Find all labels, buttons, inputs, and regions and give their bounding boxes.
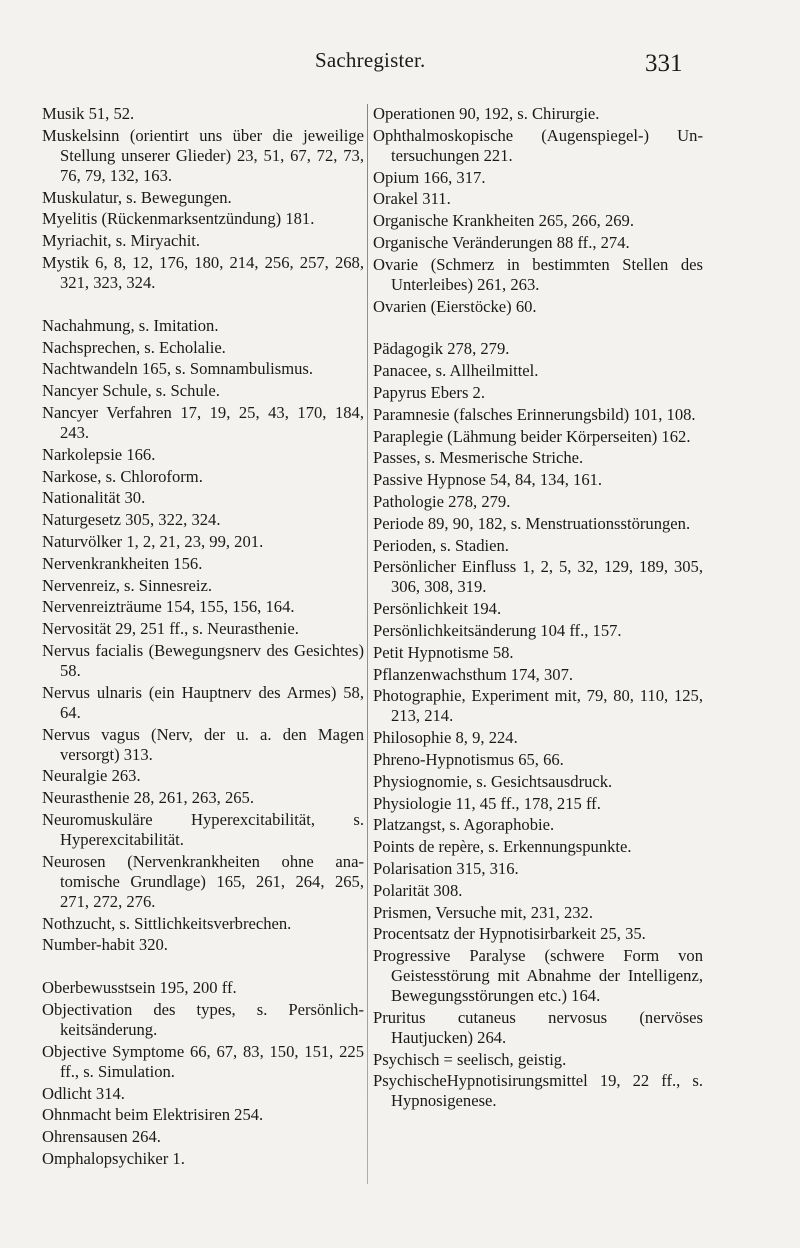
index-entry: Nervenreiz, s. Sinnesreiz.	[42, 575, 213, 595]
index-column-right	[373, 104, 703, 1113]
index-entry: Nervenkrankheiten 156.	[42, 553, 203, 573]
index-entry: Pflanzenwachsthum 174, 307.	[373, 664, 574, 684]
index-entry: Naturgesetz 305, 322, 324.	[42, 510, 221, 530]
index-entry: Periode 89, 90, 182, s. Menstruationsstörungen.	[373, 513, 691, 533]
index-entry: Nothzucht, s. Sittlichkeitsverbrechen.	[42, 913, 292, 933]
index-entry: Mystik 6, 8, 12, 176, 180, 214, 256, 257, 268, 321, 323, 324.	[42, 252, 364, 292]
index-entry: Nancyer Verfahren 17, 19, 25, 43, 170, 184, 243.	[42, 402, 364, 442]
index-entry: Nervus facialis (Bewegungsnerv des Gesichtes) 58.	[42, 640, 364, 680]
index-entry: Pathologie 278, 279.	[373, 491, 511, 511]
index-entry: Neurasthenie 28, 261, 263, 265.	[42, 788, 254, 808]
index-entry: Naturvölker 1, 2, 21, 23, 99, 201.	[42, 531, 264, 551]
index-entry: Neurosen (Nervenkrankheiten ohne anatomische Grundlage) 165, 261, 264, 265, 271, 272, 276.	[42, 851, 364, 911]
index-entry: Paraplegie (Lähmung beider Körperseiten) 162.	[373, 426, 691, 446]
index-entry: Persönlichkeit 194.	[373, 599, 502, 619]
index-entry: Operationen 90, 192, s. Chirurgie.	[373, 104, 600, 123]
index-entry: Muskelsinn (orientirt uns über die jeweilige Stellung unserer Glieder) 23, 51, 67, 72, 73, 76, 79, 132, 163.	[42, 125, 364, 185]
section-gap	[42, 295, 364, 316]
index-entry: Papyrus Ebers 2.	[373, 382, 485, 402]
index-entry: Physiognomie, s. Gesichtsausdruck.	[373, 771, 613, 791]
index-entry: Pädagogik 278, 279.	[373, 339, 510, 359]
index-entry: Ovarie (Schmerz in bestimmten Stellen des Unterleibes) 261, 263.	[373, 254, 703, 294]
index-entry: Prismen, Versuche mit, 231, 232.	[373, 902, 594, 922]
index-entry: Panacee, s. Allheilmittel.	[373, 361, 539, 381]
index-entry: Objective Symptome 66, 67, 83, 150, 151, 225 ff., s. Simulation.	[42, 1041, 364, 1081]
index-entry: Nancyer Schule, s. Schule.	[42, 381, 220, 401]
index-entry: Ophthalmoskopische (Augenspiegel-) Untersuchungen 221.	[373, 125, 703, 165]
index-entry: Narkose, s. Chloroform.	[42, 466, 203, 486]
index-entry: Procentsatz der Hypnotisirbarkeit 25, 35.	[373, 924, 646, 944]
index-entry: Points de repère, s. Erkennungspunkte.	[373, 837, 632, 857]
index-entry: Neuromuskuläre Hyperexcitabilität, s. Hyperexcitabilität.	[42, 809, 364, 849]
page-number: 331	[645, 50, 683, 77]
index-entry: Oberbewusstsein 195, 200 ff.	[42, 978, 237, 998]
index-entry: Myelitis (Rückenmarksentzündung) 181.	[42, 209, 315, 229]
index-entry: Organische Veränderungen 88 ff., 274.	[373, 232, 630, 252]
index-entry: Nachsprechen, s. Echolalie.	[42, 337, 226, 357]
index-entry: Nachtwandeln 165, s. Somnambulismus.	[42, 359, 314, 379]
page-title: Sachregister.	[315, 48, 426, 72]
index-entry: Number-habit 320.	[42, 935, 168, 955]
index-entry: Petit Hypnotisme 58.	[373, 642, 514, 662]
index-entry: Omphalopsychiker 1.	[42, 1148, 185, 1168]
index-entry: Nationalität 30.	[42, 488, 146, 508]
index-entry: Pruritus cutaneus nervosus (nervöses Hautjucken) 264.	[373, 1007, 703, 1047]
index-entry: Nervenreizträume 154, 155, 156, 164.	[42, 597, 295, 617]
index-entry: Progressive Paralyse (schwere Form von Geistesstörung mit Abnahme der Intelligenz, Bewegungsstörungen etc.) 164.	[373, 946, 703, 1006]
index-entry: Persönlichkeitsänderung 104 ff., 157.	[373, 620, 622, 640]
running-head	[0, 46, 800, 86]
index-entry: Opium 166, 317.	[373, 167, 486, 187]
index-entry: Passive Hypnose 54, 84, 134, 161.	[373, 470, 603, 490]
index-column-left	[42, 104, 364, 1171]
index-entry: Muskulatur, s. Bewegungen.	[42, 187, 232, 207]
index-entry: Persönlicher Einfluss 1, 2, 5, 32, 129, 189, 305, 306, 308, 319.	[373, 557, 703, 597]
index-entry: Neuralgie 263.	[42, 766, 141, 786]
index-entry: Ovarien (Eierstöcke) 60.	[373, 296, 537, 316]
index-entry: Ohnmacht beim Elektrisiren 254.	[42, 1105, 264, 1125]
index-entry: Passes, s. Mesmerische Striche.	[373, 448, 584, 468]
index-entry: Ohrensausen 264.	[42, 1127, 161, 1147]
index-entry: Psychisch = seelisch, geistig.	[373, 1049, 567, 1069]
index-entry: Phreno-Hypnotismus 65, 66.	[373, 749, 564, 769]
index-entry: Orakel 311.	[373, 189, 451, 209]
index-entry: Nervosität 29, 251 ff., s. Neurasthenie.	[42, 619, 299, 639]
index-entry: Perioden, s. Stadien.	[373, 535, 509, 555]
index-entry: Physiologie 11, 45 ff., 178, 215 ff.	[373, 793, 601, 813]
index-entry: Narkolepsie 166.	[42, 444, 156, 464]
index-entry: Polarisation 315, 316.	[373, 858, 519, 878]
column-divider	[367, 104, 368, 1184]
section-gap	[42, 957, 364, 978]
index-entry: Musik 51, 52.	[42, 104, 135, 123]
index-entry: Philosophie 8, 9, 224.	[373, 728, 518, 748]
index-entry: Platzangst, s. Agoraphobie.	[373, 815, 555, 835]
index-entry: Photographie, Experiment mit, 79, 80, 110, 125, 213, 214.	[373, 686, 703, 726]
index-entry: Nachahmung, s. Imitation.	[42, 315, 219, 335]
index-entry: Nervus ulnaris (ein Hauptnerv des Armes) 58, 64.	[42, 682, 364, 722]
index-entry: Myriachit, s. Miryachit.	[42, 231, 201, 251]
index-entry: Organische Krankheiten 265, 266, 269.	[373, 211, 634, 231]
index-entry: PsychischeHypnotisirungsmittel 19, 22 ff., s. Hypnosigenese.	[373, 1071, 703, 1111]
index-entry: Nervus vagus (Nerv, der u. a. den Magen versorgt) 313.	[42, 724, 364, 764]
index-entry: Paramnesie (falsches Erinnerungsbild) 101, 108.	[373, 404, 696, 424]
index-entry: Polarität 308.	[373, 880, 463, 900]
index-entry: Odlicht 314.	[42, 1083, 125, 1103]
section-gap	[373, 318, 703, 339]
index-entry: Objectivation des types, s. Persönlichkeitsänderung.	[42, 999, 364, 1039]
